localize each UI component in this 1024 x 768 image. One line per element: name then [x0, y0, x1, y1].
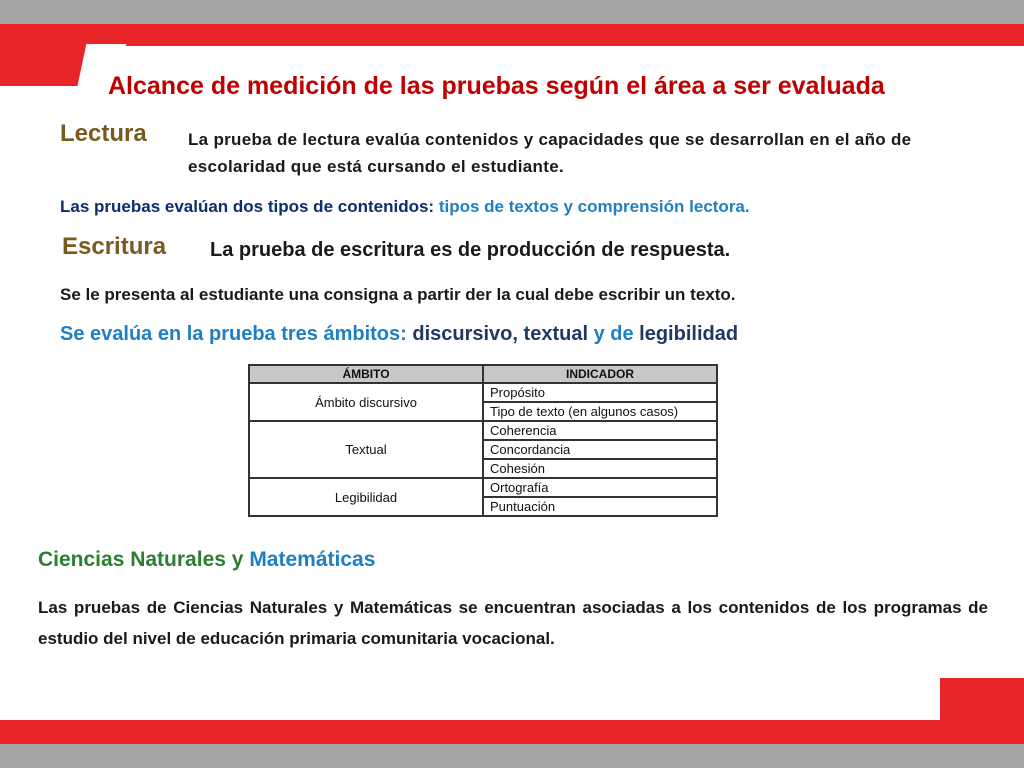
- ciencias-heading-a: Ciencias Naturales: [38, 548, 226, 571]
- table-row: [249, 421, 717, 440]
- ambitos-line: [60, 323, 738, 346]
- ambitos-prefix: Se evalúa en la prueba tres ámbitos:: [60, 323, 407, 345]
- header-ambito: ÁMBITO: [249, 365, 483, 383]
- indicador-cell: Concordancia: [483, 440, 717, 459]
- escritura-description: La prueba de escritura es de producción de respuesta.: [210, 239, 731, 261]
- indicador-cell: Propósito: [483, 383, 717, 402]
- tipos-contenidos-line: [60, 197, 750, 217]
- indicador-cell: Cohesión: [483, 459, 717, 478]
- bottom-gray-band: [0, 744, 1024, 768]
- table-row: [249, 478, 717, 497]
- ciencias-description: Las pruebas de Ciencias Naturales y Matemáticas se encuentran asociadas a los contenidos de los programas de estudio del nivel de educación primaria comunitaria vocacional.: [38, 598, 988, 648]
- lectura-description: La prueba de lectura evalúa contenidos y capacidades que se desarrollan en el año de escolaridad que está cursando el estudiante.: [188, 130, 912, 176]
- ambito-y-de: y de: [593, 323, 634, 345]
- ambito-cell: Legibilidad: [249, 478, 483, 516]
- ambito-cell: Textual: [249, 421, 483, 478]
- ambito-textual: textual: [523, 323, 588, 345]
- indicador-cell: Coherencia: [483, 421, 717, 440]
- top-gray-band: [0, 0, 1024, 24]
- indicador-cell: Tipo de texto (en algunos casos): [483, 402, 717, 421]
- ambito-legibilidad: legibilidad: [639, 323, 739, 345]
- tipos-value: tipos de textos y comprensión lectora.: [438, 197, 750, 216]
- ambito-indicador-table: [248, 364, 718, 517]
- table-header-row: [249, 365, 717, 383]
- table-row: [249, 383, 717, 402]
- ciencias-heading-b: Matemáticas: [249, 548, 376, 571]
- escritura-heading: Escritura: [62, 233, 167, 260]
- tipos-prefix: Las pruebas evalúan dos tipos de contenidos:: [60, 197, 435, 216]
- slide-title: Alcance de medición de las pruebas según el área a ser evaluada: [108, 72, 885, 100]
- top-red-band: [100, 24, 1024, 46]
- header-indicador: INDICADOR: [483, 365, 717, 383]
- ambito-discursivo: discursivo,: [412, 323, 518, 345]
- bottom-red-band: [0, 720, 1024, 744]
- indicador-cell: Ortografía: [483, 478, 717, 497]
- indicador-cell: Puntuación: [483, 497, 717, 516]
- ciencias-heading-y: y: [231, 548, 244, 571]
- lectura-heading: Lectura: [60, 120, 147, 147]
- ciencias-heading: [38, 548, 375, 572]
- ambito-cell: Ámbito discursivo: [249, 383, 483, 421]
- consigna-text: Se le presenta al estudiante una consigna a partir der la cual debe escribir un texto.: [60, 285, 736, 304]
